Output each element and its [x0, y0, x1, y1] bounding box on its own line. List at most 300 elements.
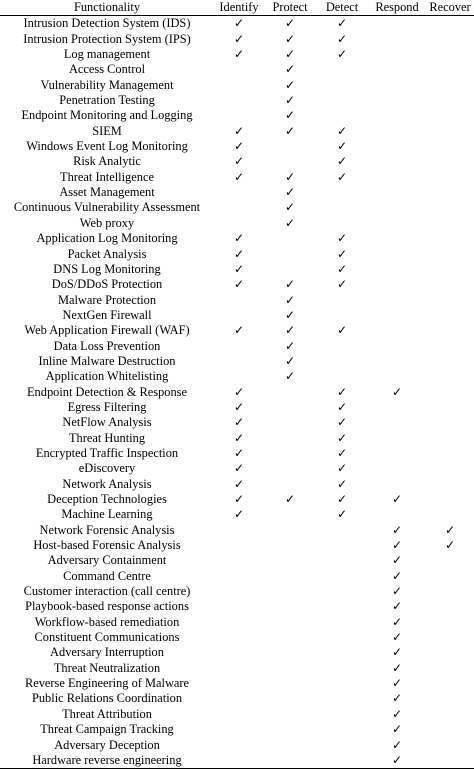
- identify-check-icon: ✓: [233, 246, 245, 261]
- detect-empty-cell: [316, 553, 368, 568]
- recover-empty-cell: [426, 231, 474, 246]
- recover-empty-cell: [426, 308, 474, 323]
- recover-empty-cell: [426, 170, 474, 185]
- detect-empty-cell: [316, 216, 368, 231]
- table-row: [0, 615, 474, 630]
- recover-empty-cell: [426, 553, 474, 568]
- detect-empty-cell: [316, 78, 368, 93]
- identify-empty-cell: [214, 216, 264, 231]
- functionality-cell: Penetration Testing: [59, 93, 155, 108]
- table-row: [0, 185, 474, 200]
- table-row: [0, 523, 474, 538]
- functionality-cell: Workflow-based remediation: [34, 614, 180, 629]
- identify-check-icon: ✓: [233, 31, 245, 46]
- protect-empty-cell: [264, 507, 316, 522]
- identify-empty-cell: [214, 753, 264, 769]
- identify-empty-cell: [214, 185, 264, 200]
- recover-empty-cell: [426, 461, 474, 476]
- detect-empty-cell: [316, 661, 368, 676]
- table-row: [0, 293, 474, 308]
- protect-empty-cell: [264, 645, 316, 660]
- identify-empty-cell: [214, 200, 264, 215]
- protect-check-icon: ✓: [284, 77, 296, 92]
- functionality-cell: Adversary Deception: [54, 737, 160, 752]
- functionality-cell: Adversary Interruption: [50, 645, 164, 660]
- respond-empty-cell: [368, 415, 426, 430]
- protect-empty-cell: [264, 676, 316, 691]
- detect-empty-cell: [316, 339, 368, 354]
- respond-check-icon: ✓: [391, 660, 403, 675]
- detect-empty-cell: [316, 569, 368, 584]
- respond-empty-cell: [368, 400, 426, 415]
- protect-check-icon: ✓: [284, 93, 296, 108]
- recover-empty-cell: [426, 154, 474, 169]
- table-row: [0, 369, 474, 384]
- respond-check-icon: ✓: [391, 492, 403, 506]
- recover-check-icon: ✓: [444, 538, 456, 553]
- table-row: [0, 553, 474, 568]
- identify-check-icon: ✓: [233, 445, 245, 460]
- table-row: [0, 569, 474, 584]
- respond-empty-cell: [368, 32, 426, 47]
- functionality-cell: Data Loss Prevention: [53, 338, 161, 353]
- header-protect: Protect: [264, 0, 316, 16]
- protect-empty-cell: [264, 139, 316, 154]
- identify-check-icon: ✓: [233, 261, 245, 276]
- protect-empty-cell: [264, 738, 316, 753]
- protect-empty-cell: [264, 231, 316, 246]
- table-row: [0, 16, 474, 32]
- respond-check-icon: ✓: [368, 753, 426, 769]
- functionality-cell: Hardware reverse engineering: [0, 753, 214, 769]
- functionality-cell: Packet Analysis: [67, 246, 147, 261]
- respond-empty-cell: [368, 339, 426, 354]
- table-row: [0, 630, 474, 645]
- identify-empty-cell: [214, 676, 264, 691]
- table-row: [0, 62, 474, 77]
- recover-empty-cell: [426, 62, 474, 77]
- table-row: [0, 599, 474, 614]
- respond-check-icon: ✓: [391, 614, 403, 629]
- functionality-cell: Host-based Forensic Analysis: [33, 538, 181, 553]
- protect-empty-cell: [264, 154, 316, 169]
- detect-empty-cell: [316, 584, 368, 599]
- respond-empty-cell: [368, 507, 426, 522]
- table-row: [0, 707, 474, 722]
- respond-empty-cell: [368, 16, 426, 32]
- recover-empty-cell: [426, 108, 474, 123]
- table-row: [0, 308, 474, 323]
- detect-empty-cell: [316, 753, 368, 769]
- detect-empty-cell: [316, 707, 368, 722]
- recover-empty-cell: [426, 339, 474, 354]
- recover-empty-cell: [426, 200, 474, 215]
- table-row: [0, 676, 474, 691]
- table-row: [0, 661, 474, 676]
- detect-empty-cell: [316, 615, 368, 630]
- functionality-cell: Application Whitelisting: [45, 369, 169, 384]
- respond-check-icon: ✓: [391, 645, 403, 660]
- protect-empty-cell: [264, 722, 316, 737]
- recover-empty-cell: [426, 185, 474, 200]
- detect-empty-cell: [316, 645, 368, 660]
- identify-empty-cell: [214, 738, 264, 753]
- recover-empty-cell: [426, 707, 474, 722]
- respond-empty-cell: [368, 78, 426, 93]
- functionality-cell: Risk Analytic: [73, 154, 141, 169]
- header-identify: Identify: [214, 0, 264, 16]
- recover-empty-cell: [426, 630, 474, 645]
- detect-empty-cell: [316, 93, 368, 108]
- respond-empty-cell: [368, 293, 426, 308]
- functionality-cell: Malware Protection: [57, 292, 157, 307]
- respond-empty-cell: [368, 139, 426, 154]
- table-row: [0, 32, 474, 47]
- functionality-cell: Access Control: [68, 62, 146, 77]
- recover-empty-cell: [426, 124, 474, 139]
- table-row: [0, 78, 474, 93]
- protect-empty-cell: [264, 661, 316, 676]
- recover-empty-cell: [426, 431, 474, 446]
- table-row: [0, 431, 474, 446]
- table-row: [0, 154, 474, 169]
- detect-check-icon: ✓: [336, 31, 348, 46]
- detect-check-icon: ✓: [336, 47, 348, 62]
- functionality-cell: Constituent Communications: [34, 630, 180, 645]
- detect-check-icon: ✓: [336, 492, 348, 506]
- detect-empty-cell: [316, 691, 368, 706]
- table-row: [0, 247, 474, 262]
- recover-empty-cell: [426, 492, 474, 507]
- table-row: [0, 170, 474, 185]
- respond-empty-cell: [368, 354, 426, 369]
- identify-empty-cell: [214, 93, 264, 108]
- identify-empty-cell: [214, 354, 264, 369]
- recover-empty-cell: [426, 47, 474, 62]
- detect-empty-cell: [316, 738, 368, 753]
- identify-empty-cell: [214, 599, 264, 614]
- detect-check-icon: ✓: [336, 430, 348, 445]
- identify-empty-cell: [214, 569, 264, 584]
- identify-empty-cell: [214, 661, 264, 676]
- recover-empty-cell: [426, 584, 474, 599]
- identify-check-icon: ✓: [233, 16, 245, 31]
- respond-empty-cell: [368, 200, 426, 215]
- functionality-cell: Encrypted Traffic Inspection: [35, 445, 179, 460]
- table-row: [0, 385, 474, 400]
- identify-check-icon: ✓: [233, 123, 245, 138]
- recover-empty-cell: [426, 323, 474, 338]
- protect-empty-cell: [264, 431, 316, 446]
- functionality-cell: NextGen Firewall: [62, 307, 152, 322]
- functionality-cell: Machine Learning: [61, 507, 153, 522]
- protect-empty-cell: [264, 247, 316, 262]
- respond-check-icon: ✓: [391, 553, 403, 568]
- functionality-cell: Application Log Monitoring: [36, 231, 178, 246]
- protect-check-icon: ✓: [284, 277, 296, 292]
- respond-empty-cell: [368, 93, 426, 108]
- recover-empty-cell: [426, 615, 474, 630]
- header-detect: Detect: [316, 0, 368, 16]
- respond-check-icon: ✓: [391, 722, 403, 737]
- table-row: [0, 584, 474, 599]
- respond-check-icon: ✓: [391, 522, 403, 537]
- detect-check-icon: ✓: [336, 461, 348, 476]
- protect-check-icon: ✓: [284, 307, 296, 322]
- recover-empty-cell: [426, 385, 474, 400]
- functionality-cell: Asset Management: [59, 185, 155, 200]
- protect-check-icon: ✓: [284, 200, 296, 215]
- header-respond: Respond: [368, 0, 426, 16]
- identify-empty-cell: [214, 584, 264, 599]
- identify-check-icon: ✓: [233, 154, 245, 169]
- protect-empty-cell: [264, 262, 316, 277]
- protect-check-icon: ✓: [284, 123, 296, 138]
- detect-empty-cell: [316, 630, 368, 645]
- identify-check-icon: ✓: [233, 139, 245, 154]
- functionality-cell: Endpoint Detection & Response: [26, 384, 188, 399]
- functionality-cell: DoS/DDoS Protection: [51, 277, 163, 292]
- table-row: [0, 216, 474, 231]
- table-row: [0, 538, 474, 553]
- table-row: [0, 415, 474, 430]
- identify-empty-cell: [214, 630, 264, 645]
- protect-empty-cell: [264, 385, 316, 400]
- recover-empty-cell: [426, 247, 474, 262]
- functionality-cell: Network Analysis: [62, 476, 152, 491]
- identify-check-icon: ✓: [233, 461, 245, 476]
- detect-check-icon: ✓: [336, 415, 348, 430]
- respond-check-icon: ✓: [391, 538, 403, 553]
- identify-check-icon: ✓: [233, 277, 245, 292]
- protect-empty-cell: [264, 415, 316, 430]
- functionality-cell: SIEM: [92, 123, 122, 138]
- respond-empty-cell: [368, 47, 426, 62]
- functionality-cell: Threat Neutralization: [53, 660, 161, 675]
- recover-empty-cell: [426, 78, 474, 93]
- table-row: [0, 354, 474, 369]
- protect-empty-cell: [264, 461, 316, 476]
- respond-empty-cell: [368, 170, 426, 185]
- recover-empty-cell: [426, 722, 474, 737]
- respond-empty-cell: [368, 185, 426, 200]
- table-row: [0, 507, 474, 522]
- protect-empty-cell: [264, 584, 316, 599]
- recover-empty-cell: [426, 753, 474, 769]
- detect-check-icon: ✓: [336, 139, 348, 154]
- respond-empty-cell: [368, 446, 426, 461]
- detect-empty-cell: [316, 308, 368, 323]
- respond-empty-cell: [368, 231, 426, 246]
- functionality-cell: DNS Log Monitoring: [53, 261, 161, 276]
- table-row: [0, 93, 474, 108]
- recover-empty-cell: [426, 446, 474, 461]
- respond-empty-cell: [368, 369, 426, 384]
- detect-empty-cell: [316, 676, 368, 691]
- table-row: [0, 722, 474, 737]
- protect-empty-cell: [264, 630, 316, 645]
- functionality-cell: Adversary Containment: [47, 553, 167, 568]
- respond-empty-cell: [368, 247, 426, 262]
- functionality-cell: Network Forensic Analysis: [39, 522, 175, 537]
- detect-check-icon: ✓: [336, 384, 348, 399]
- respond-empty-cell: [368, 262, 426, 277]
- table-header: [0, 0, 474, 16]
- functionality-cell: Vulnerability Management: [40, 77, 174, 92]
- recover-empty-cell: [426, 293, 474, 308]
- identify-check-icon: ✓: [233, 492, 245, 506]
- functionality-cell: Intrusion Detection System (IDS): [23, 16, 191, 31]
- protect-empty-cell: [264, 753, 316, 769]
- detect-empty-cell: [316, 185, 368, 200]
- respond-check-icon: ✓: [391, 384, 403, 399]
- respond-check-icon: ✓: [391, 630, 403, 645]
- recover-empty-cell: [426, 32, 474, 47]
- functionality-cell: NetFlow Analysis: [62, 415, 152, 430]
- detect-empty-cell: [316, 538, 368, 553]
- header-row: [0, 0, 474, 16]
- respond-check-icon: ✓: [391, 568, 403, 583]
- recover-check-icon: ✓: [444, 522, 456, 537]
- table-row: [0, 753, 474, 769]
- functionality-cell: Reverse Engineering of Malware: [24, 676, 190, 691]
- functionality-cell: Command Centre: [63, 568, 151, 583]
- recover-empty-cell: [426, 139, 474, 154]
- identify-check-icon: ✓: [233, 169, 245, 184]
- functionality-cell: Log management: [63, 47, 151, 62]
- identify-empty-cell: [214, 108, 264, 123]
- protect-check-icon: ✓: [284, 47, 296, 62]
- functionality-cell: Threat Campaign Tracking: [40, 722, 174, 737]
- protect-empty-cell: [264, 538, 316, 553]
- table-row: [0, 738, 474, 753]
- respond-empty-cell: [368, 277, 426, 292]
- identify-check-icon: ✓: [233, 384, 245, 399]
- detect-empty-cell: [316, 523, 368, 538]
- identify-empty-cell: [214, 707, 264, 722]
- protect-empty-cell: [264, 615, 316, 630]
- identify-empty-cell: [214, 523, 264, 538]
- identify-empty-cell: [214, 369, 264, 384]
- functionality-cell: Inline Malware Destruction: [38, 353, 176, 368]
- detect-check-icon: ✓: [336, 169, 348, 184]
- identify-empty-cell: [214, 293, 264, 308]
- identify-check-icon: ✓: [233, 507, 245, 522]
- respond-empty-cell: [368, 461, 426, 476]
- detect-empty-cell: [316, 599, 368, 614]
- protect-check-icon: ✓: [284, 369, 296, 384]
- respond-check-icon: ✓: [391, 706, 403, 721]
- identify-empty-cell: [214, 691, 264, 706]
- table-body: [0, 16, 474, 769]
- respond-empty-cell: [368, 154, 426, 169]
- recover-empty-cell: [426, 691, 474, 706]
- functionality-cell: Web proxy: [79, 215, 135, 230]
- table-row: [0, 231, 474, 246]
- respond-check-icon: ✓: [391, 737, 403, 752]
- recover-empty-cell: [426, 507, 474, 522]
- recover-empty-cell: [426, 415, 474, 430]
- protect-check-icon: ✓: [284, 323, 296, 338]
- table-row: [0, 200, 474, 215]
- detect-check-icon: ✓: [336, 507, 348, 522]
- identify-check-icon: ✓: [233, 399, 245, 414]
- functionality-cell: Egress Filtering: [67, 399, 147, 414]
- table-row: [0, 277, 474, 292]
- recover-empty-cell: [426, 400, 474, 415]
- protect-check-icon: ✓: [284, 338, 296, 353]
- identify-empty-cell: [214, 538, 264, 553]
- protect-check-icon: ✓: [284, 16, 296, 31]
- detect-empty-cell: [316, 369, 368, 384]
- functionality-cell: Public Relations Coordination: [31, 691, 183, 706]
- detect-check-icon: ✓: [336, 16, 348, 31]
- detect-empty-cell: [316, 354, 368, 369]
- table-row: [0, 492, 474, 507]
- identify-check-icon: ✓: [233, 415, 245, 430]
- table-row: [0, 400, 474, 415]
- table-row: [0, 124, 474, 139]
- recover-empty-cell: [426, 599, 474, 614]
- detect-check-icon: ✓: [336, 123, 348, 138]
- protect-empty-cell: [264, 707, 316, 722]
- protect-empty-cell: [264, 523, 316, 538]
- identify-check-icon: ✓: [233, 323, 245, 338]
- functionality-cell: Windows Event Log Monitoring: [26, 139, 188, 154]
- header-functionality: Functionality: [0, 0, 214, 16]
- table-row: [0, 645, 474, 660]
- detect-check-icon: ✓: [336, 445, 348, 460]
- functionality-cell: Intrusion Protection System (IPS): [23, 31, 191, 46]
- respond-empty-cell: [368, 124, 426, 139]
- recover-empty-cell: [426, 93, 474, 108]
- detect-check-icon: ✓: [336, 154, 348, 169]
- protect-check-icon: ✓: [284, 62, 296, 77]
- detect-check-icon: ✓: [336, 261, 348, 276]
- protect-empty-cell: [264, 599, 316, 614]
- table-row: [0, 323, 474, 338]
- recover-empty-cell: [426, 738, 474, 753]
- functionality-cell: Threat Hunting: [68, 430, 146, 445]
- identify-empty-cell: [214, 339, 264, 354]
- protect-check-icon: ✓: [284, 353, 296, 368]
- table-row: [0, 262, 474, 277]
- recover-empty-cell: [426, 354, 474, 369]
- functionality-cell: Threat Attribution: [62, 706, 152, 721]
- table-row: [0, 461, 474, 476]
- functionality-cell: Playbook-based response actions: [25, 599, 189, 614]
- recover-empty-cell: [426, 477, 474, 492]
- recover-empty-cell: [426, 661, 474, 676]
- recover-empty-cell: [426, 676, 474, 691]
- functionality-cell: Endpoint Monitoring and Logging: [21, 108, 193, 123]
- detect-empty-cell: [316, 722, 368, 737]
- recover-empty-cell: [426, 569, 474, 584]
- identify-empty-cell: [214, 645, 264, 660]
- recover-empty-cell: [426, 369, 474, 384]
- identify-empty-cell: [214, 62, 264, 77]
- protect-check-icon: ✓: [284, 169, 296, 184]
- detect-check-icon: ✓: [336, 476, 348, 491]
- respond-empty-cell: [368, 62, 426, 77]
- respond-empty-cell: [368, 308, 426, 323]
- respond-check-icon: ✓: [391, 584, 403, 599]
- table-row: [0, 47, 474, 62]
- protect-empty-cell: [264, 553, 316, 568]
- protect-check-icon: ✓: [284, 31, 296, 46]
- detect-empty-cell: [316, 200, 368, 215]
- recover-empty-cell: [426, 216, 474, 231]
